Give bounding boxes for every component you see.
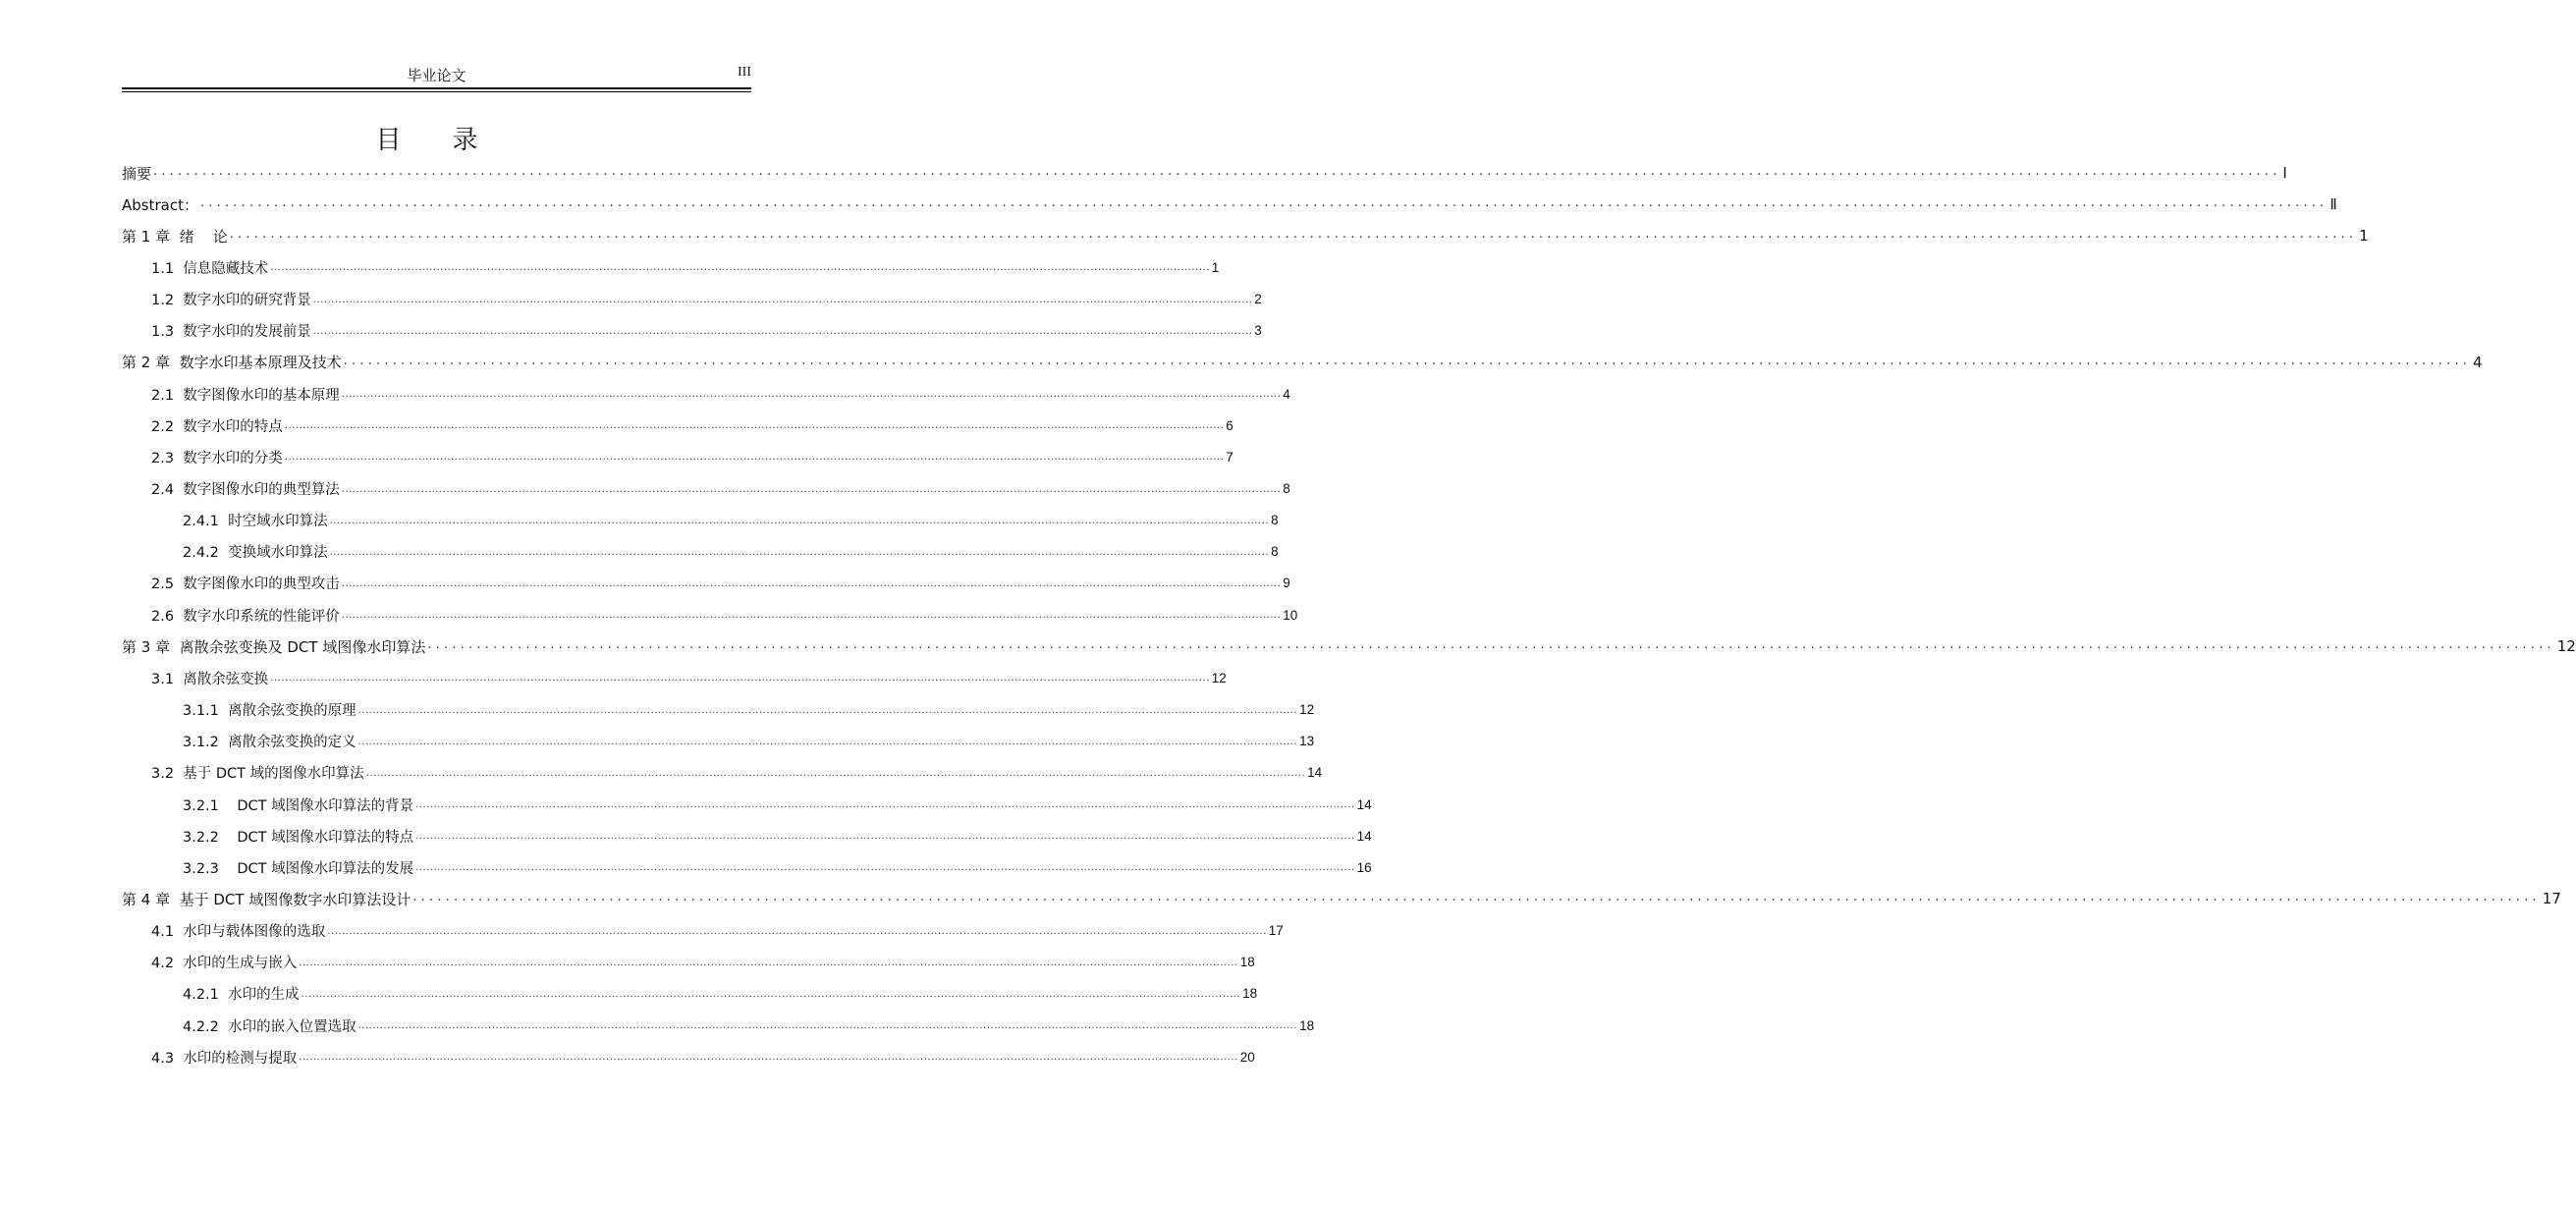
toc-entry[interactable]	[122, 507, 1279, 534]
toc-entry-page: 12	[1299, 702, 1315, 718]
toc-entry-label: 3.1.2 离散余弦变换的定义	[183, 735, 356, 751]
toc-entry-page: 1	[1211, 259, 1220, 275]
toc-entry-page: 18	[1242, 986, 1258, 1002]
toc-entry-page: 20	[1239, 1049, 1255, 1065]
toc-dot-leader: ....................................................................................................................................................................................................................................................................	[415, 862, 1355, 874]
toc-entry-label: 摘要	[122, 164, 152, 183]
toc-entry[interactable]	[122, 1012, 1315, 1039]
toc-entry-label: 2.4 数字图像水印的典型算法	[151, 482, 340, 498]
toc-entry-page: 2	[1254, 292, 1262, 307]
toc-entry[interactable]	[122, 349, 2483, 376]
header-title: 毕业论文	[407, 67, 466, 84]
toc-entry[interactable]	[122, 696, 1315, 724]
toc-entry-page: 8	[1271, 544, 1279, 560]
toc-entry-label: 第 4 章 基于 DCT 域图像数字水印算法设计	[122, 890, 411, 908]
toc-entry[interactable]	[122, 632, 2576, 660]
toc-entry-page: 18	[1299, 1017, 1315, 1033]
toc-entry[interactable]	[122, 475, 1290, 503]
toc-entry[interactable]	[122, 853, 1372, 881]
toc-dot-leader: ....................................................................................................................................................................................................................................................................	[299, 957, 1238, 968]
toc-entry[interactable]	[122, 222, 2369, 249]
toc-entry-label: 第 1 章 绪 论	[122, 227, 228, 246]
toc-dot-leader: ....................................................................................................................................................................................................................................................................	[357, 704, 1298, 716]
toc-dot-leader: ....................................................................................................................................................................................................................................................................	[199, 195, 2329, 211]
toc-entry-label: 3.2.3 DCT 域图像水印算法的发展	[183, 860, 414, 877]
toc-dot-leader: ....................................................................................................................................................................................................................................................................	[329, 515, 1270, 526]
toc-dot-leader: ....................................................................................................................................................................................................................................................................	[341, 610, 1282, 622]
toc-entry-label: 3.2.2 DCT 域图像水印算法的特点	[183, 829, 414, 846]
toc-entry[interactable]	[122, 380, 1290, 408]
toc-dot-leader: ....................................................................................................................................................................................................................................................................	[412, 890, 2541, 905]
toc-entry-page: Ⅱ	[2329, 195, 2337, 214]
toc-dot-leader: ....................................................................................................................................................................................................................................................................	[229, 227, 2358, 243]
toc-dot-leader: ....................................................................................................................................................................................................................................................................	[365, 767, 1306, 779]
toc-dot-leader: ....................................................................................................................................................................................................................................................................	[312, 325, 1253, 337]
toc-entry[interactable]	[122, 253, 1220, 281]
toc-entry[interactable]	[122, 443, 1233, 470]
toc-entry-label: 2.4.2 变换域水印算法	[183, 545, 328, 562]
toc-dot-leader: ....................................................................................................................................................................................................................................................................	[312, 294, 1253, 305]
page-header	[122, 61, 751, 88]
toc-entry-label: 3.2.1 DCT 域图像水印算法的背景	[183, 797, 414, 814]
header-rule-thin	[122, 91, 751, 92]
toc-dot-leader: ....................................................................................................................................................................................................................................................................	[299, 1052, 1238, 1064]
toc-entry-page: 14	[1356, 828, 1372, 844]
toc-dot-leader: ....................................................................................................................................................................................................................................................................	[301, 988, 1241, 1000]
toc-title: 目录	[375, 126, 529, 155]
toc-dot-leader: ....................................................................................................................................................................................................................................................................	[415, 799, 1355, 810]
toc-entry[interactable]	[122, 759, 1323, 787]
toc-entry[interactable]	[122, 917, 1284, 945]
toc-entry[interactable]	[122, 1043, 1255, 1070]
toc-entry-label: 第 3 章 离散余弦变换及 DCT 域图像水印算法	[122, 637, 426, 656]
toc-entry-page: 12	[2556, 637, 2576, 656]
toc-entry[interactable]	[122, 791, 1372, 818]
toc-dot-leader: ....................................................................................................................................................................................................................................................................	[415, 831, 1355, 843]
toc-dot-leader: ....................................................................................................................................................................................................................................................................	[341, 577, 1282, 589]
toc-entry[interactable]	[122, 601, 1298, 629]
toc-entry-page: 4	[2473, 353, 2483, 371]
toc-entry-label: 4.1 水印与载体图像的选取	[151, 924, 326, 941]
toc-entry[interactable]	[122, 411, 1233, 439]
toc-entry[interactable]	[122, 885, 2561, 912]
toc-entry-label: 1.3 数字水印的发展前景	[151, 324, 311, 341]
toc-entry-label: 2.4.1 时空域水印算法	[183, 514, 328, 530]
toc-dot-leader: ....................................................................................................................................................................................................................................................................	[270, 262, 1210, 274]
toc-entry-page: 9	[1283, 576, 1290, 591]
toc-entry-page: 4	[1283, 386, 1290, 402]
toc-entry[interactable]	[122, 538, 1279, 566]
toc-entry-label: 2.5 数字图像水印的典型攻击	[151, 576, 340, 593]
toc-entry-page: 1	[2359, 227, 2369, 246]
toc-entry-label: 2.3 数字水印的分类	[151, 450, 283, 466]
toc-dot-leader: ....................................................................................................................................................................................................................................................................	[427, 637, 2555, 653]
toc-dot-leader: ....................................................................................................................................................................................................................................................................	[284, 452, 1225, 464]
toc-entry-page: 16	[1356, 859, 1372, 875]
toc-dot-leader: ....................................................................................................................................................................................................................................................................	[329, 546, 1270, 558]
toc-entry-page: 17	[2542, 890, 2561, 908]
toc-entry-label: 4.2.2 水印的嵌入位置选取	[183, 1018, 356, 1035]
toc-entry-page: 7	[1226, 449, 1233, 465]
toc-entry[interactable]	[122, 191, 2337, 218]
toc-entry-page: 6	[1226, 417, 1233, 433]
toc-entry-page: 8	[1283, 481, 1290, 496]
toc-entry-page: 18	[1239, 955, 1255, 970]
toc-entry[interactable]	[122, 317, 1262, 345]
toc-entry-page: 10	[1283, 607, 1298, 623]
toc-entry-page: Ⅰ	[2282, 164, 2287, 182]
toc-entry[interactable]	[122, 286, 1262, 313]
toc-dot-leader: ....................................................................................................................................................................................................................................................................	[357, 736, 1298, 747]
toc-entry[interactable]	[122, 980, 1258, 1008]
toc-entry[interactable]	[122, 664, 1227, 691]
toc-entry-label: 1.1 信息隐藏技术	[151, 260, 269, 277]
toc-dot-leader: ....................................................................................................................................................................................................................................................................	[284, 420, 1225, 432]
toc-dot-leader: ....................................................................................................................................................................................................................................................................	[270, 673, 1210, 685]
toc-dot-leader: ....................................................................................................................................................................................................................................................................	[341, 389, 1282, 401]
toc-entry[interactable]	[122, 728, 1315, 755]
toc-entry-page: 14	[1307, 765, 1323, 781]
toc-entry-label: 4.2.1 水印的生成	[183, 987, 300, 1004]
toc-entry[interactable]	[122, 822, 1372, 850]
toc-entry-label: 3.1 离散余弦变换	[151, 671, 269, 687]
toc-entry-page: 3	[1254, 323, 1262, 339]
toc-entry-label: 4.2 水印的生成与嵌入	[151, 956, 298, 972]
toc-entry-label: 2.1 数字图像水印的基本原理	[151, 387, 340, 404]
toc-entry-label: 4.3 水印的检测与提取	[151, 1050, 298, 1067]
header-page-number: III	[738, 65, 751, 80]
toc-entry-label: Abstract：	[122, 195, 198, 214]
toc-dot-leader: ....................................................................................................................................................................................................................................................................	[357, 1020, 1298, 1032]
header-rule-thick	[122, 87, 751, 89]
toc-entry-label: 2.2 数字水印的特点	[151, 418, 283, 435]
toc-entry-page: 8	[1271, 513, 1279, 528]
toc-dot-leader: ....................................................................................................................................................................................................................................................................	[153, 164, 2281, 179]
toc-entry-label: 2.6 数字水印系统的性能评价	[151, 608, 340, 625]
toc-entry-page: 13	[1299, 734, 1315, 749]
toc-entry[interactable]	[122, 949, 1255, 976]
toc-dot-leader: ....................................................................................................................................................................................................................................................................	[343, 353, 2472, 368]
toc-entry-label: 3.2 基于 DCT 域的图像水印算法	[151, 766, 364, 783]
toc-entry-label: 1.2 数字水印的研究背景	[151, 293, 311, 309]
toc-entry-page: 14	[1356, 796, 1372, 812]
toc-entry[interactable]	[122, 159, 2287, 187]
toc-entry-label: 第 2 章 数字水印基本原理及技术	[122, 354, 342, 372]
toc-dot-leader: ....................................................................................................................................................................................................................................................................	[341, 483, 1282, 495]
toc-entry-page: 12	[1211, 670, 1227, 685]
toc-entry-page: 17	[1268, 923, 1284, 939]
toc-entry-label: 3.1.1 离散余弦变换的原理	[183, 703, 356, 720]
toc-entry[interactable]	[122, 570, 1290, 597]
toc-dot-leader: ....................................................................................................................................................................................................................................................................	[327, 925, 1267, 937]
